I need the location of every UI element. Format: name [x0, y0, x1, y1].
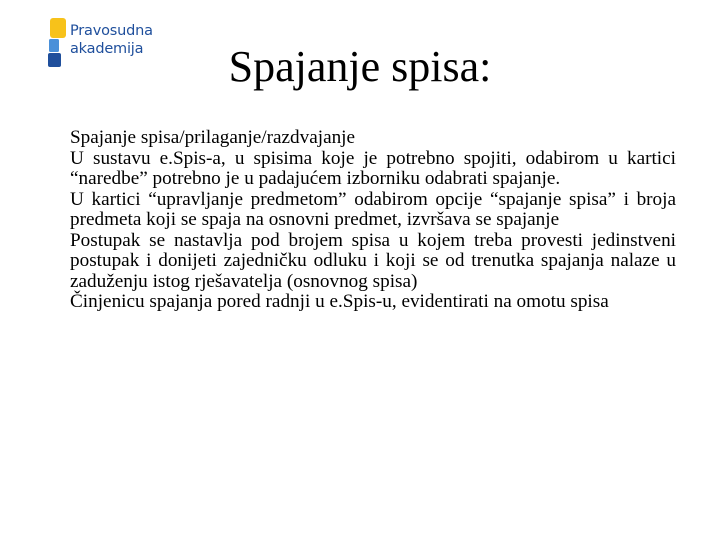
body-paragraph-1: Spajanje spisa/prilaganje/razdvajanje [70, 127, 356, 148]
logo-line-1: Pravosudna [70, 23, 153, 39]
slide-body [70, 128, 676, 313]
logo-line-2: akademija [70, 41, 144, 57]
body-paragraph-3: U kartici “upravljanje predmetom” odabirom opcije “spajanje spisa” i broja predmeta koji se spaja na osnovni predmet, izvršava se spajanje [70, 188, 676, 230]
body-paragraph-2: U sustavu e.Spis-a, u spisima koje je potrebno spojiti, odabirom u kartici “naredbe” potrebno je u padajućem izborniku odabrati spajanje. [70, 147, 676, 189]
body-paragraph-4: Postupak se nastavlja pod brojem spisa u kojem treba provesti jedinstveni postupak i donijeti zajedničku odluku i koji se od trenutka spajanja nalaze u zaduženju istog rješavatelja (osnovnog spisa) [70, 229, 676, 292]
body-paragraph-5: Činjenicu spajanja pored radnji u e.Spis-u, evidentirati na omotu spisa [70, 291, 609, 312]
slide-title: Spajanje spisa: [228, 42, 492, 91]
